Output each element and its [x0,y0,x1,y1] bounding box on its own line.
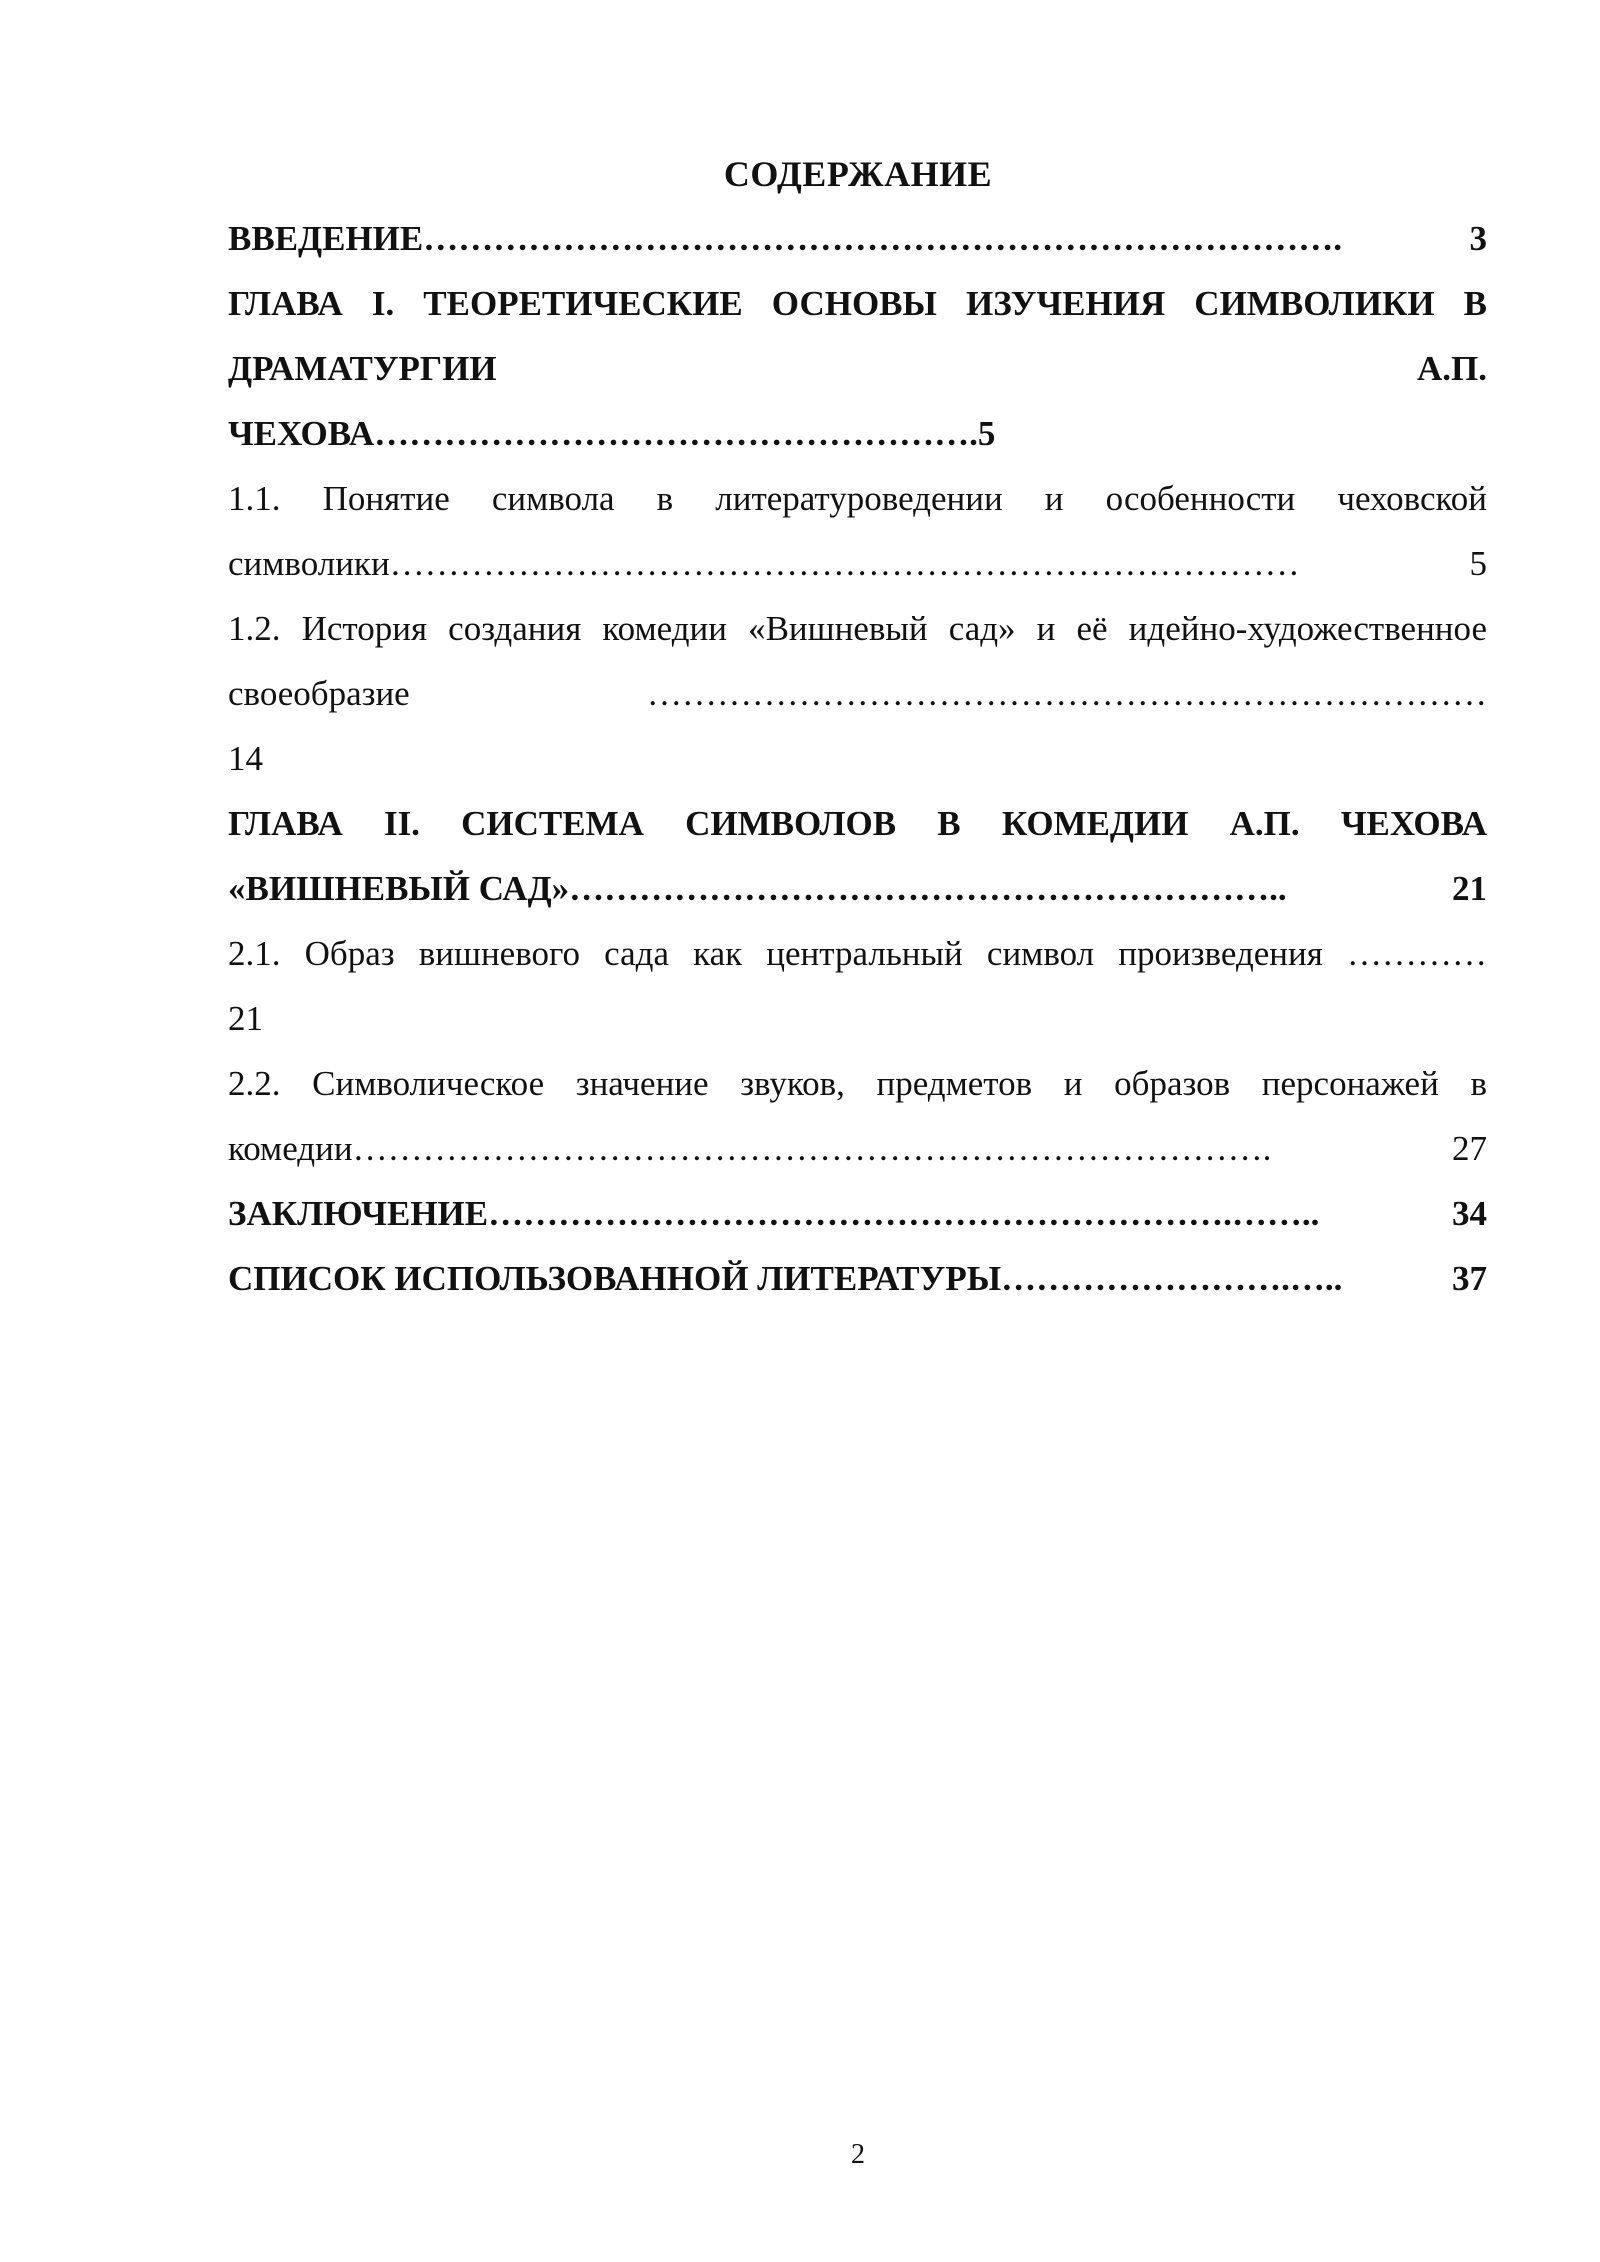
toc-leader-dots: …………………………………………………………………… [389,544,1300,583]
toc-entry-text: 2.1. Образ вишневого сада как центральный символ произведения ………… [228,934,1487,973]
toc-page-number: 21 [1452,869,1487,908]
toc-entry-text: 2.2. Символическое значение звуков, предметов и образов персонажей в [228,1064,1487,1103]
toc-entry-text: СПИСОК ИСПОЛЬЗОВАННОЙ ЛИТЕРАТУРЫ [228,1259,1002,1298]
toc-entry-text: «ВИШНЕВЫЙ САД» [228,869,570,908]
toc-page-number: 5 [977,414,996,453]
toc-entry-text: ЧЕХОВА [228,414,375,453]
toc-entry-1-2-line3[interactable] [228,726,1487,791]
toc-leader-dots: ……………………………………………. [374,414,978,453]
toc-entry-chapter1-line3[interactable] [228,401,1487,466]
toc-leader-dots: ……………………………………………………………… [647,674,1487,713]
toc-leader-dots: …………………………………………………….. [569,869,1287,908]
toc-page-number: 34 [1452,1194,1487,1233]
toc-entry-1-1-line2[interactable] [228,531,1487,596]
toc-entry-text: ЗАКЛЮЧЕНИЕ [228,1194,489,1233]
toc-entry-2-1-line1[interactable] [228,921,1487,986]
toc-page-number: 21 [228,999,263,1038]
toc-entry-1-2-line2[interactable] [228,661,1487,726]
page-number [0,2138,1600,2172]
toc-entry-2-2-line1[interactable] [228,1051,1487,1116]
toc-entry-2-1-line2[interactable] [228,986,1487,1051]
toc-page-number: 27 [1452,1129,1487,1168]
toc-leader-dots: ……………………………………………………………………. [352,1129,1272,1168]
toc-leader-dots: ……………………………………………………………………. [423,219,1343,258]
toc-entry-text: комедии [228,1129,353,1168]
toc-entry-text: А.П. [1417,349,1487,388]
toc-entry-text: ГЛАВА II. СИСТЕМА СИМВОЛОВ В КОМЕДИИ А.П. ЧЕХОВА [228,804,1487,843]
toc-entry-text: 1.2. История создания комедии «Вишневый сад» и её идейно-художественное [228,609,1487,648]
toc-entry-conclusion[interactable] [228,1181,1487,1246]
toc-entry-intro[interactable] [228,206,1487,271]
toc-entry-text: 1.1. Понятие символа в литературоведении и особенности чеховской [228,479,1487,518]
toc-page-number: 14 [228,739,263,778]
toc-heading-text: СОДЕРЖАНИЕ [723,154,993,194]
toc-entry-text: ДРАМАТУРГИИ [228,349,497,388]
toc-leader-dots: ……………………………………………………….…….. [488,1194,1320,1233]
toc-entry-text: ГЛАВА I. ТЕОРЕТИЧЕСКИЕ ОСНОВЫ ИЗУЧЕНИЯ СИМВОЛИКИ В [228,284,1487,323]
toc-entry-1-2-line1[interactable] [228,596,1487,661]
page-number-text: 2 [851,2139,865,2170]
toc-entry-2-2-line2[interactable] [228,1116,1487,1181]
toc-page-number: 3 [1469,219,1487,258]
toc-entry-chapter2-line1[interactable] [228,791,1487,856]
toc-page-number: 5 [1469,544,1487,583]
toc-entry-text: символики [228,544,390,583]
table-of-contents [228,206,1487,1311]
toc-entry-chapter1-line1[interactable] [228,271,1487,336]
toc-entry-chapter2-line2[interactable] [228,856,1487,921]
toc-entry-text: ВВЕДЕНИЕ [228,219,424,258]
toc-leader-dots: …………………….….. [1001,1259,1343,1298]
toc-entry-1-1-line1[interactable] [228,466,1487,531]
toc-entry-references[interactable] [228,1246,1487,1311]
toc-entry-chapter1-line2[interactable] [228,336,1487,401]
toc-heading [0,152,1600,196]
toc-page-number: 37 [1452,1259,1487,1298]
toc-entry-text: своеобразие [228,674,410,713]
